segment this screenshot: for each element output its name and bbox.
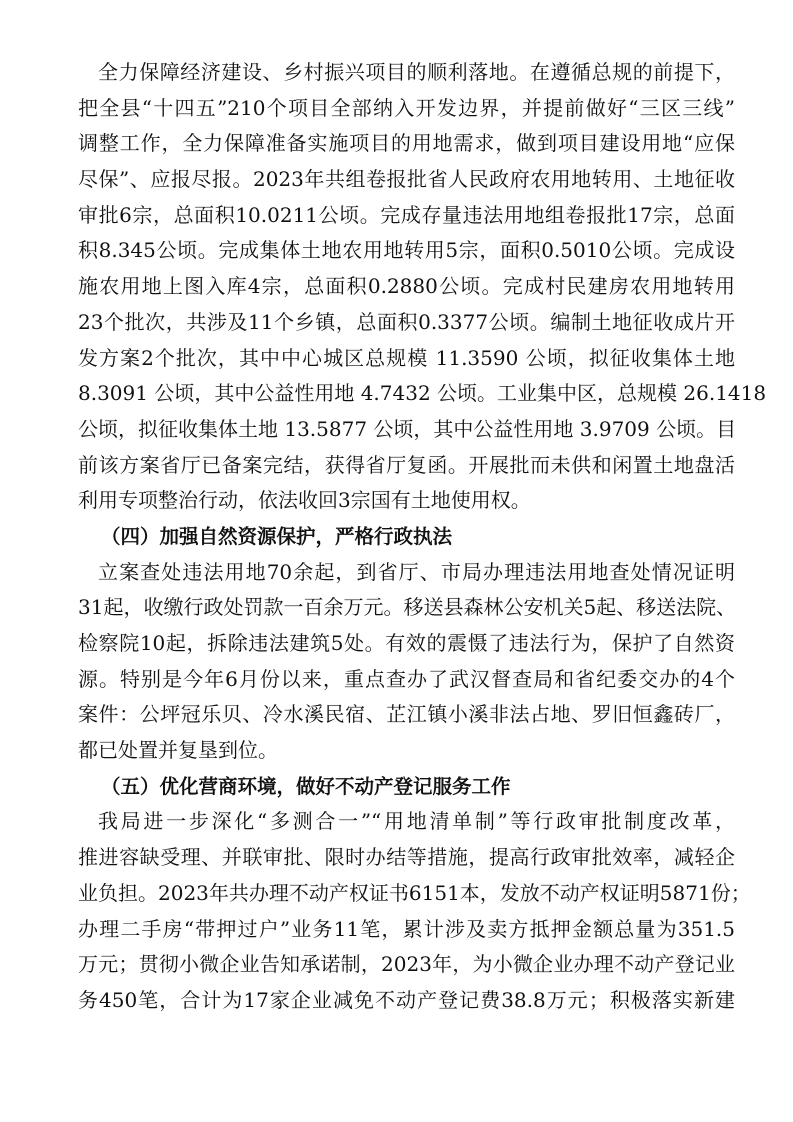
text-line: 公顷，拟征收集体土地 13.5877 公顷，其中公益性用地 3.9709 公顷。目 [78, 416, 737, 441]
text-line: 发方案2个批次，其中中心城区总规模 11.3590 公顷，拟征收集体土地 [78, 345, 735, 370]
paragraph-enforcement [78, 555, 735, 769]
text-line: 积8.345公顷。完成集体土地农用地转用5宗，面积0.5010公顷。完成设 [78, 238, 735, 263]
text-line: 前该方案省厅已备案完结，获得省厅复函。开展批而未供和闲置土地盘活 [78, 452, 735, 477]
text-line: 把全县“十四五”210个项目全部纳入开发边界，并提前做好“三区三线” [78, 95, 735, 120]
text-line: 调整工作，全力保障准备实施项目的用地需求，做到项目建设用地“应保 [78, 131, 735, 156]
paragraph-business-environment [78, 804, 751, 1018]
text-line: 尽保”、应报尽报。2023年共组卷报批省人民政府农用地转用、土地征收 [78, 167, 735, 192]
text-line: 我局进一步深化“多测合一”“用地清单制”等行政审批制度改革， [98, 809, 735, 834]
text-line: 都已处置并复垦到位。 [78, 738, 278, 763]
section-heading: （四）加强自然资源保护，严格行政执法 [101, 524, 453, 548]
text-line: 案件：公坪冠乐贝、冷水溪民宿、芷江镇小溪非法占地、罗旧恒鑫砖厂， [78, 702, 735, 727]
text-line: 业负担。2023年共办理不动产权证书6151本，发放不动产权证明5871份； [78, 880, 751, 905]
text-line: 源。特别是今年6月份以来，重点查办了武汉督查局和省纪委交办的4个 [78, 666, 735, 691]
text-line: 万元；贯彻小微企业告知承诺制，2023年，为小微企业办理不动产登记业 [78, 952, 735, 977]
text-line: 推进容缺受理、并联审批、限时办结等措施，提高行政审批效率，减轻企 [78, 845, 735, 870]
text-line: 务450笔，合计为17家企业减免不动产登记费38.8万元；积极落实新建 [78, 987, 735, 1012]
text-line: 检察院10起，拆除违法建筑5处。有效的震慑了违法行为，保护了自然资 [78, 631, 735, 655]
text-line: 全力保障经济建设、乡村振兴项目的顺利落地。在遵循总规的前提下， [98, 60, 735, 84]
text-line: 办理二手房“带押过户”业务11笔，累计涉及卖方抵押金额总量为351.5 [78, 916, 735, 941]
section-heading: （五）优化营商环境，做好不动产登记服务工作 [101, 774, 511, 798]
text-line: 施农用地上图入库4宗，总面积0.2880公顷。完成村民建房农用地转用 [78, 274, 735, 299]
text-line: 立案查处违法用地70余起，到省厅、市局办理违法用地查处情况证明 [98, 559, 735, 584]
text-line: 审批6宗，总面积10.0211公顷。完成存量违法用地组卷报批17宗，总面 [78, 202, 735, 227]
text-line: 23个批次，共涉及11个乡镇，总面积0.3377公顷。编制土地征收成片开 [78, 309, 735, 334]
paragraph-project-land [78, 55, 767, 519]
text-line: 31起，收缴行政处罚款一百余万元。移送县森林公安机关5起、移送法院、 [78, 595, 737, 620]
text-line: 利用专项整治行动，依法收回3宗国有土地使用权。 [78, 488, 531, 513]
text-line: 8.3091 公顷，其中公益性用地 4.7432 公顷。工业集中区，总规模 26.1418 [78, 381, 767, 406]
